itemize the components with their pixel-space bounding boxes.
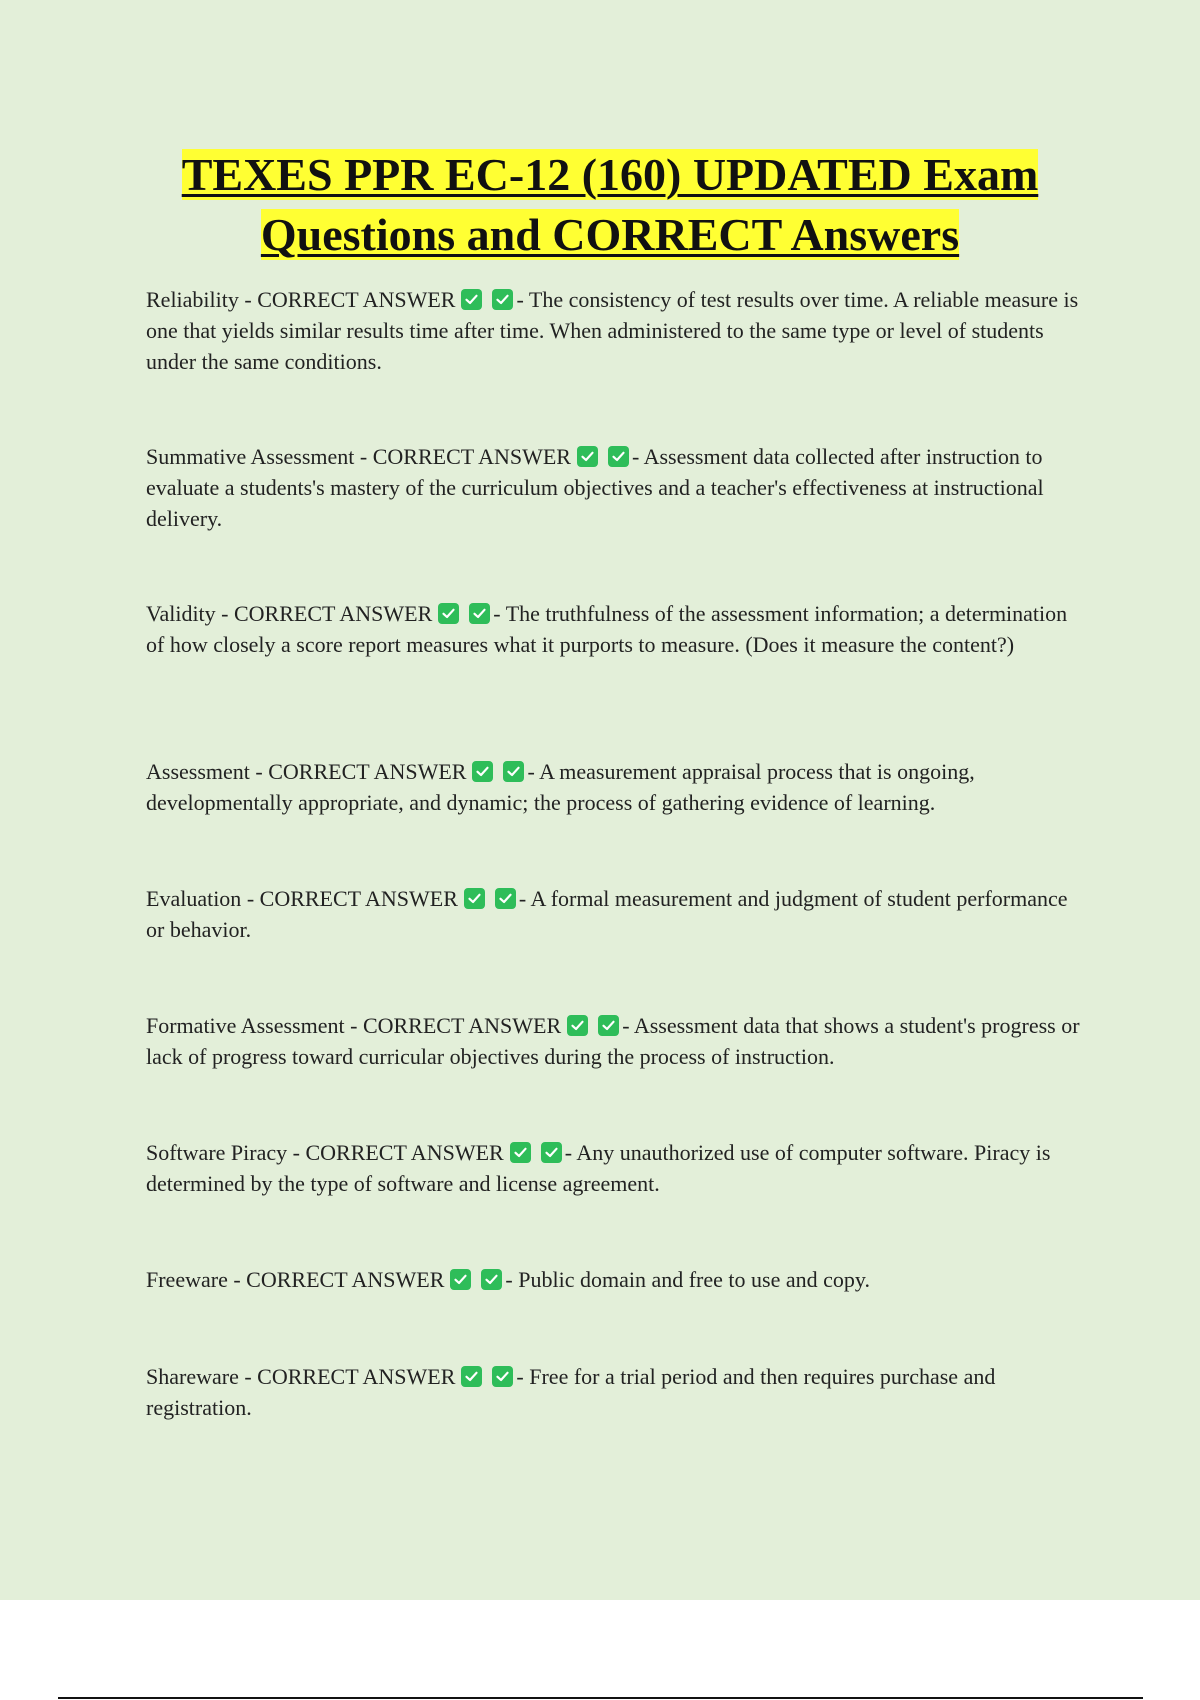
- answer-marker: CORRECT ANSWER: [257, 1364, 456, 1389]
- answer-marker: CORRECT ANSWER: [372, 444, 571, 469]
- entry-definition: Free for a trial period and then requires purchase and registration.: [146, 1364, 996, 1420]
- entry-evaluation: Evaluation - CORRECT ANSWER - A formal measurement and judgment of student performance or behavior.: [146, 886, 1068, 942]
- entry-summative-assessment: Summative Assessment - CORRECT ANSWER - Assessment data collected after instruction to evaluate a students's mastery of the curriculum objectives and a teacher's effectiveness at instructional delivery.: [146, 444, 1044, 531]
- entry-term: Summative Assessment: [146, 444, 355, 469]
- check-mark-box-icon: [608, 446, 629, 467]
- entry-freeware: Freeware - CORRECT ANSWER - Public domain and free to use and copy.: [146, 1267, 870, 1292]
- answer-marker: CORRECT ANSWER: [362, 1013, 562, 1038]
- entry-term: Freeware: [146, 1267, 228, 1292]
- check-mark-box-icon: [438, 603, 459, 624]
- entry-shareware: Shareware - CORRECT ANSWER - Free for a trial period and then requires purchase and registration.: [146, 1364, 996, 1420]
- check-mark-box-icon: [492, 289, 513, 310]
- entry-term: Assessment: [146, 759, 250, 784]
- entry-formative-assessment: Formative Assessment - CORRECT ANSWER - Assessment data that shows a student's progress or lack of progress toward curricular objectives during the process of instruction.: [146, 1013, 1080, 1069]
- entry-definition: The truthfulness of the assessment information; a determination of how closely a score report measures what it purports to measure. (Does it measure the content?): [146, 601, 1068, 657]
- entry-term: Reliability: [146, 287, 239, 312]
- check-mark-box-icon: [469, 603, 490, 624]
- check-mark-box-icon: [577, 446, 598, 467]
- check-mark-box-icon: [495, 888, 516, 909]
- check-mark-box-icon: [464, 888, 485, 909]
- entry-term: Validity: [146, 601, 216, 626]
- check-mark-box-icon: [492, 1366, 513, 1387]
- document-title: [130, 145, 1090, 265]
- check-mark-box-icon: [510, 1142, 531, 1163]
- entry-assessment: Assessment - CORRECT ANSWER - A measurement appraisal process that is ongoing, developmentally appropriate, and dynamic; the process of gathering evidence of learning.: [146, 759, 975, 815]
- entry-definition: Public domain and free to use and copy.: [518, 1267, 870, 1292]
- entry-definition: A measurement appraisal process that is ongoing, developmentally appropriate, and dynamic; the process of gathering evidence of learning.: [146, 759, 975, 815]
- answer-marker: CORRECT ANSWER: [268, 759, 467, 784]
- entry-definition: The consistency of test results over time. A reliable measure is one that yields similar results time after time. When administered to the same type or level of students under the same conditions.: [146, 287, 1079, 374]
- check-mark-box-icon: [567, 1015, 588, 1036]
- answer-marker: CORRECT ANSWER: [257, 287, 456, 312]
- answer-marker: CORRECT ANSWER: [305, 1140, 504, 1165]
- entry-definition: Assessment data collected after instruction to evaluate a students's mastery of the curriculum objectives and a teacher's effectiveness at instructional delivery.: [146, 444, 1044, 531]
- title-line-2: Questions and CORRECT Answers: [260, 209, 960, 260]
- entry-reliability: Reliability - CORRECT ANSWER - The consistency of test results over time. A reliable measure is one that yields similar results time after time. When administered to the same type or level of students under the same conditions.: [146, 287, 1079, 374]
- title-line-1: TEXES PPR EC-12 (160) UPDATED Exam: [181, 149, 1039, 200]
- entry-validity: Validity - CORRECT ANSWER - The truthfulness of the assessment information; a determination of how closely a score report measures what it purports to measure. (Does it measure the content?): [146, 601, 1068, 657]
- answer-marker: CORRECT ANSWER: [259, 886, 458, 911]
- check-mark-box-icon: [503, 761, 524, 782]
- check-mark-box-icon: [461, 289, 482, 310]
- entry-term: Formative Assessment: [146, 1013, 345, 1038]
- entry-term: Evaluation: [146, 886, 242, 911]
- entry-definition: A formal measurement and judgment of student performance or behavior.: [146, 886, 1068, 942]
- entry-term: Software Piracy: [146, 1140, 288, 1165]
- entry-software-piracy: Software Piracy - CORRECT ANSWER - Any unauthorized use of computer software. Piracy is determined by the type of software and license agreement.: [146, 1140, 1051, 1196]
- answer-marker: CORRECT ANSWER: [234, 601, 433, 626]
- page-divider: [58, 1697, 1143, 1699]
- check-mark-box-icon: [598, 1015, 619, 1036]
- entry-definition: Any unauthorized use of computer software. Piracy is determined by the type of software and license agreement.: [146, 1140, 1051, 1196]
- check-mark-box-icon: [481, 1269, 502, 1290]
- check-mark-box-icon: [541, 1142, 562, 1163]
- entry-definition: Assessment data that shows a student's progress or lack of progress toward curricular objectives during the process of instruction.: [146, 1013, 1080, 1069]
- answer-marker: CORRECT ANSWER: [246, 1267, 445, 1292]
- check-mark-box-icon: [472, 761, 493, 782]
- check-mark-box-icon: [450, 1269, 471, 1290]
- entry-term: Shareware: [146, 1364, 239, 1389]
- check-mark-box-icon: [461, 1366, 482, 1387]
